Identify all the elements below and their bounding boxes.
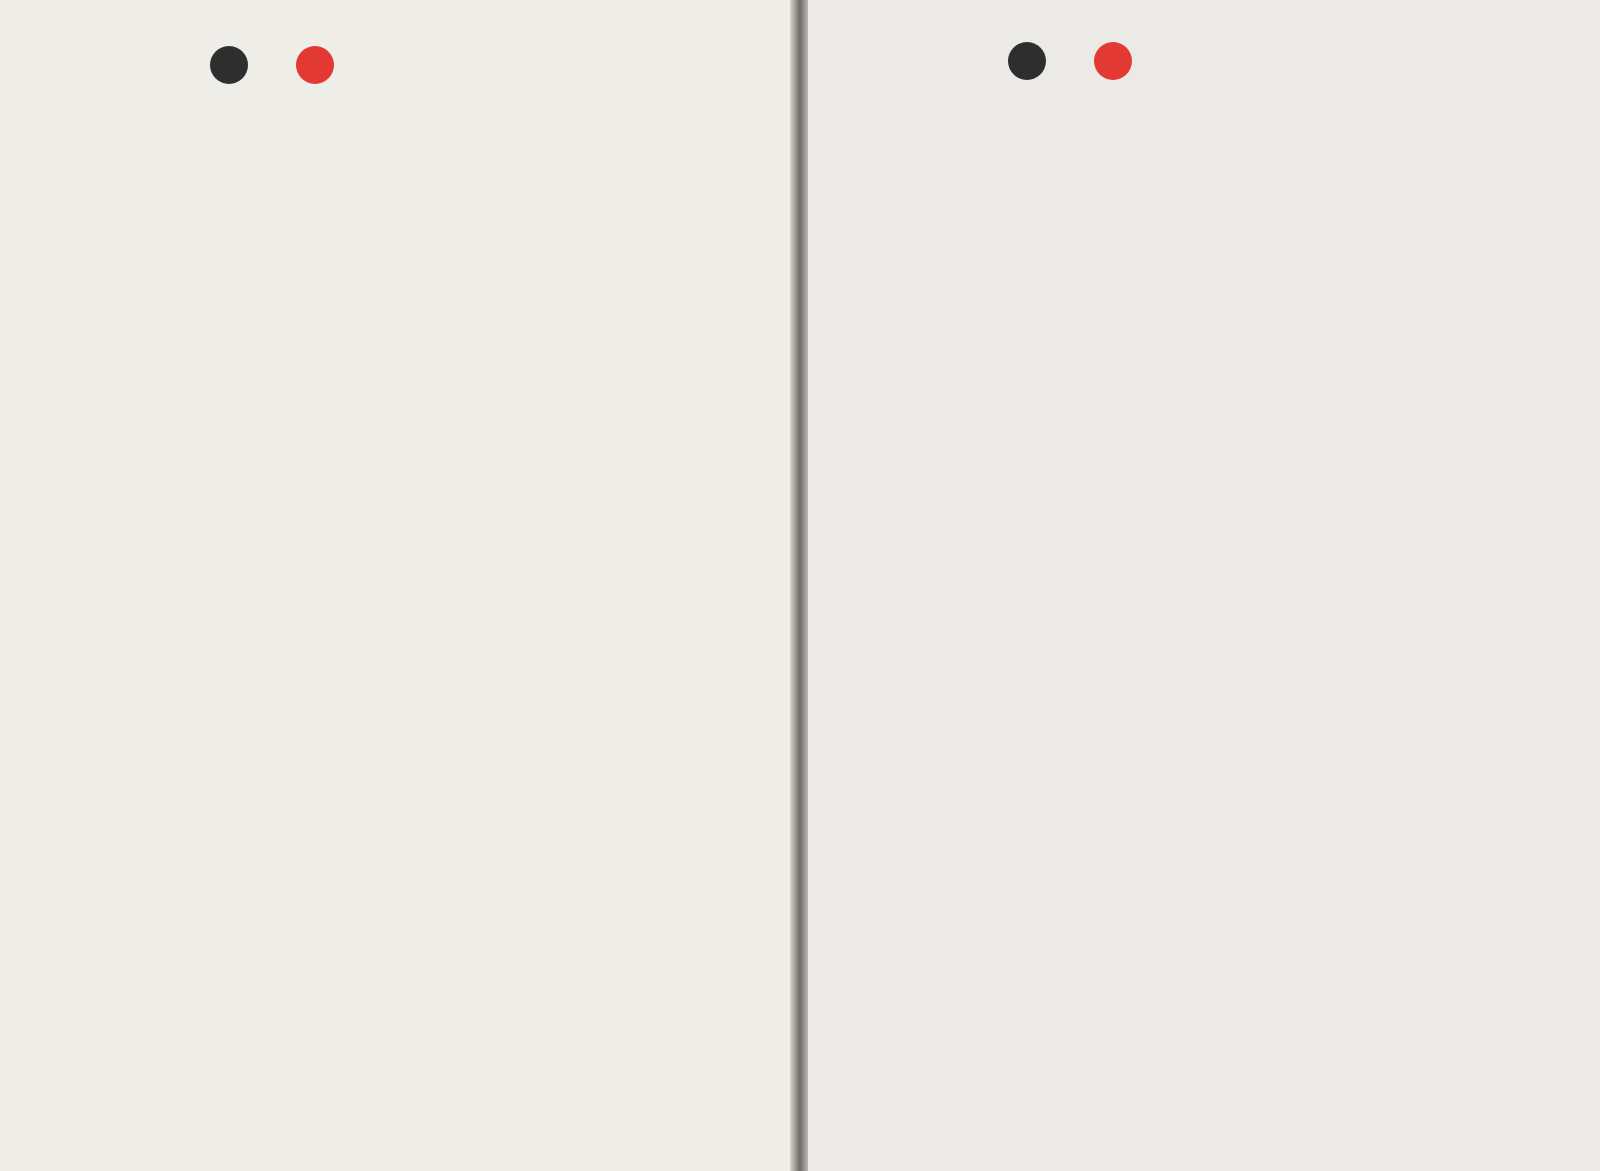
right-page <box>808 0 1600 1171</box>
fe-badge <box>296 46 334 84</box>
left-page <box>0 0 796 1171</box>
left-page-header <box>210 46 334 84</box>
fe-badge <box>1094 42 1132 80</box>
cm-badge <box>210 46 248 84</box>
cm-badge <box>1008 42 1046 80</box>
right-page-header <box>1008 42 1132 80</box>
book-gutter <box>790 0 810 1171</box>
